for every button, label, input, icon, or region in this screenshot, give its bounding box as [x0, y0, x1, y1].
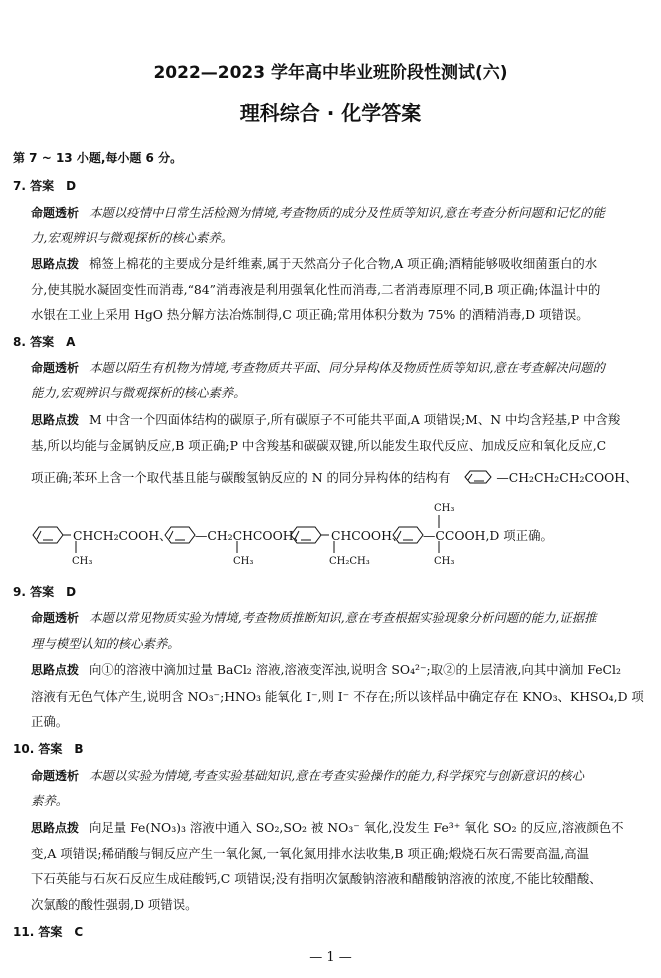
- benzene-ring-icon: [460, 470, 496, 484]
- hint-label: 思路点拨: [31, 257, 80, 271]
- q10-hint-line: 思路点拨 向足量 Fe(NO₃)₃ 溶液中通入 SO₂,SO₂ 被 NO₃⁻ 氧化,没发生 Fe³⁺ 氧化 SO₂ 的反应,溶液颜色不: [31, 820, 624, 835]
- q10-hint-line: 变,A 项错误;稀硝酸与铜反应产生一氧化氮,一氧化氮用排水法收集,B 项正确;煅烧石灰石需要高温,高温: [31, 846, 590, 861]
- q9-answer: 9. 答案 D: [13, 585, 77, 599]
- q7-analysis-line: 命题透析 本题以疫情中日常生活检测为情境,考查物质的成分及性质等知识,意在考查分析问题和记忆的能: [31, 205, 605, 220]
- analysis-label: 命题透析: [31, 206, 80, 220]
- structure-2-sub: CH₃: [233, 556, 254, 567]
- q8-analysis-line: 命题透析 本题以陌生有机物为情境,考查物质共平面、同分异构体及物质性质等知识,意在考查解决问题的: [31, 360, 605, 375]
- structure-3: CHCOOH、: [331, 528, 405, 543]
- structure-2: —CH₂CHCOOH、: [195, 528, 306, 543]
- structure-4-sub: CH₃: [434, 556, 455, 567]
- q8-answer: 8. 答案 A: [13, 335, 76, 349]
- q9-hint-line: 溶液有无色气体产生,说明含 NO₃⁻;HNO₃ 能氧化 I⁻,则 I⁻ 不存在;所以该样品中确定存在 KNO₃、KHSO₄,D 项: [31, 689, 644, 704]
- q8-hint-line: 思路点拨 M 中含一个四面体结构的碳原子,所有碳原子不可能共平面,A 项错误;M、N 中均含羟基,P 中含羧: [31, 412, 621, 427]
- q7-hint-line: 水银在工业上采用 HgO 热分解方法冶炼制得,C 项正确;常用体积分数为 75% 的酒精消毒,D 项错误。: [31, 307, 589, 322]
- isomer-structures: [31, 499, 631, 574]
- structure-4: —CCOOH,D 项正确。: [423, 528, 553, 543]
- q8-hint-line: 基,所以均能与金属钠反应,B 项正确;P 中含羧基和碳碳双键,所以能发生取代反应、加成反应和氧化反应,C: [31, 438, 607, 453]
- q9-hint-line: 思路点拨 向①的溶液中滴加过量 BaCl₂ 溶液,溶液变浑浊,说明含 SO₄²⁻;取②的上层清液,向其中滴加 FeCl₂: [31, 662, 621, 677]
- analysis-label: 命题透析: [31, 361, 80, 375]
- q9-hint-line: 正确。: [31, 714, 69, 729]
- q11-answer: 11. 答案 C: [13, 925, 84, 939]
- q10-hint-line: 下石英能与石灰石反应生成硅酸钙,C 项错误;没有指明次氯酸钠溶液和醋酸钠溶液的浓度,不能比较醋酸、: [31, 871, 602, 886]
- page-number: — 1 —: [309, 950, 352, 965]
- q8-hint-line: 项正确;苯环上含一个取代基且能与碳酸氢钠反应的 N 的同分异构体的结构有 —CH₂CH₂CH₂COOH、: [31, 470, 638, 485]
- q9-analysis-line: 命题透析 本题以常见物质实验为情境,考查物质推断知识,意在考查根据实验现象分析问题的能力,证据推: [31, 610, 597, 625]
- q7-hint-line: 分,使其脱水凝固变性而消毒,“84”消毒液是利用强氧化性而消毒,二者消毒原理不同,B 项正确;体温计中的: [31, 282, 601, 297]
- analysis-label: 命题透析: [31, 611, 80, 625]
- intro-note: 第 7 ~ 13 小题,每小题 6 分。: [13, 151, 183, 165]
- structure-1: CHCH₂COOH、: [73, 528, 172, 543]
- structure-1-sub: CH₃: [72, 556, 93, 567]
- q7-hint-line: 思路点拨 棉签上棉花的主要成分是纤维素,属于天然高分子化合物,A 项正确;酒精能够吸收细菌蛋白的水: [31, 256, 598, 271]
- page-subtitle: 理科综合 · 化学答案: [239, 101, 422, 125]
- hint-label: 思路点拨: [31, 821, 80, 835]
- benzene-ring-icon: [33, 527, 63, 543]
- hint-label: 思路点拨: [31, 413, 80, 427]
- q10-analysis-line: 命题透析 本题以实验为情境,考查实验基础知识,意在考查实验操作的能力,科学探究与创新意识的核心: [31, 768, 585, 783]
- q7-answer: 7. 答案 D: [13, 179, 77, 193]
- hint-label: 思路点拨: [31, 663, 80, 677]
- page-title: 2022—2023 学年高中毕业班阶段性测试(六): [153, 63, 508, 83]
- q8-analysis-line: 能力,宏观辨识与微观探析的核心素养。: [31, 385, 246, 400]
- analysis-label: 命题透析: [31, 769, 80, 783]
- q10-hint-line: 次氯酸的酸性强弱,D 项错误。: [31, 897, 198, 912]
- q9-analysis-line: 理与模型认知的核心素养。: [31, 636, 180, 651]
- structure-3-sub: CH₂CH₃: [329, 556, 370, 567]
- q10-answer: 10. 答案 B: [13, 742, 84, 756]
- q10-analysis-line: 素养。: [31, 793, 69, 808]
- structure-4-top: CH₃: [434, 503, 455, 514]
- q7-analysis-line: 力,宏观辨识与微观探析的核心素养。: [31, 230, 234, 245]
